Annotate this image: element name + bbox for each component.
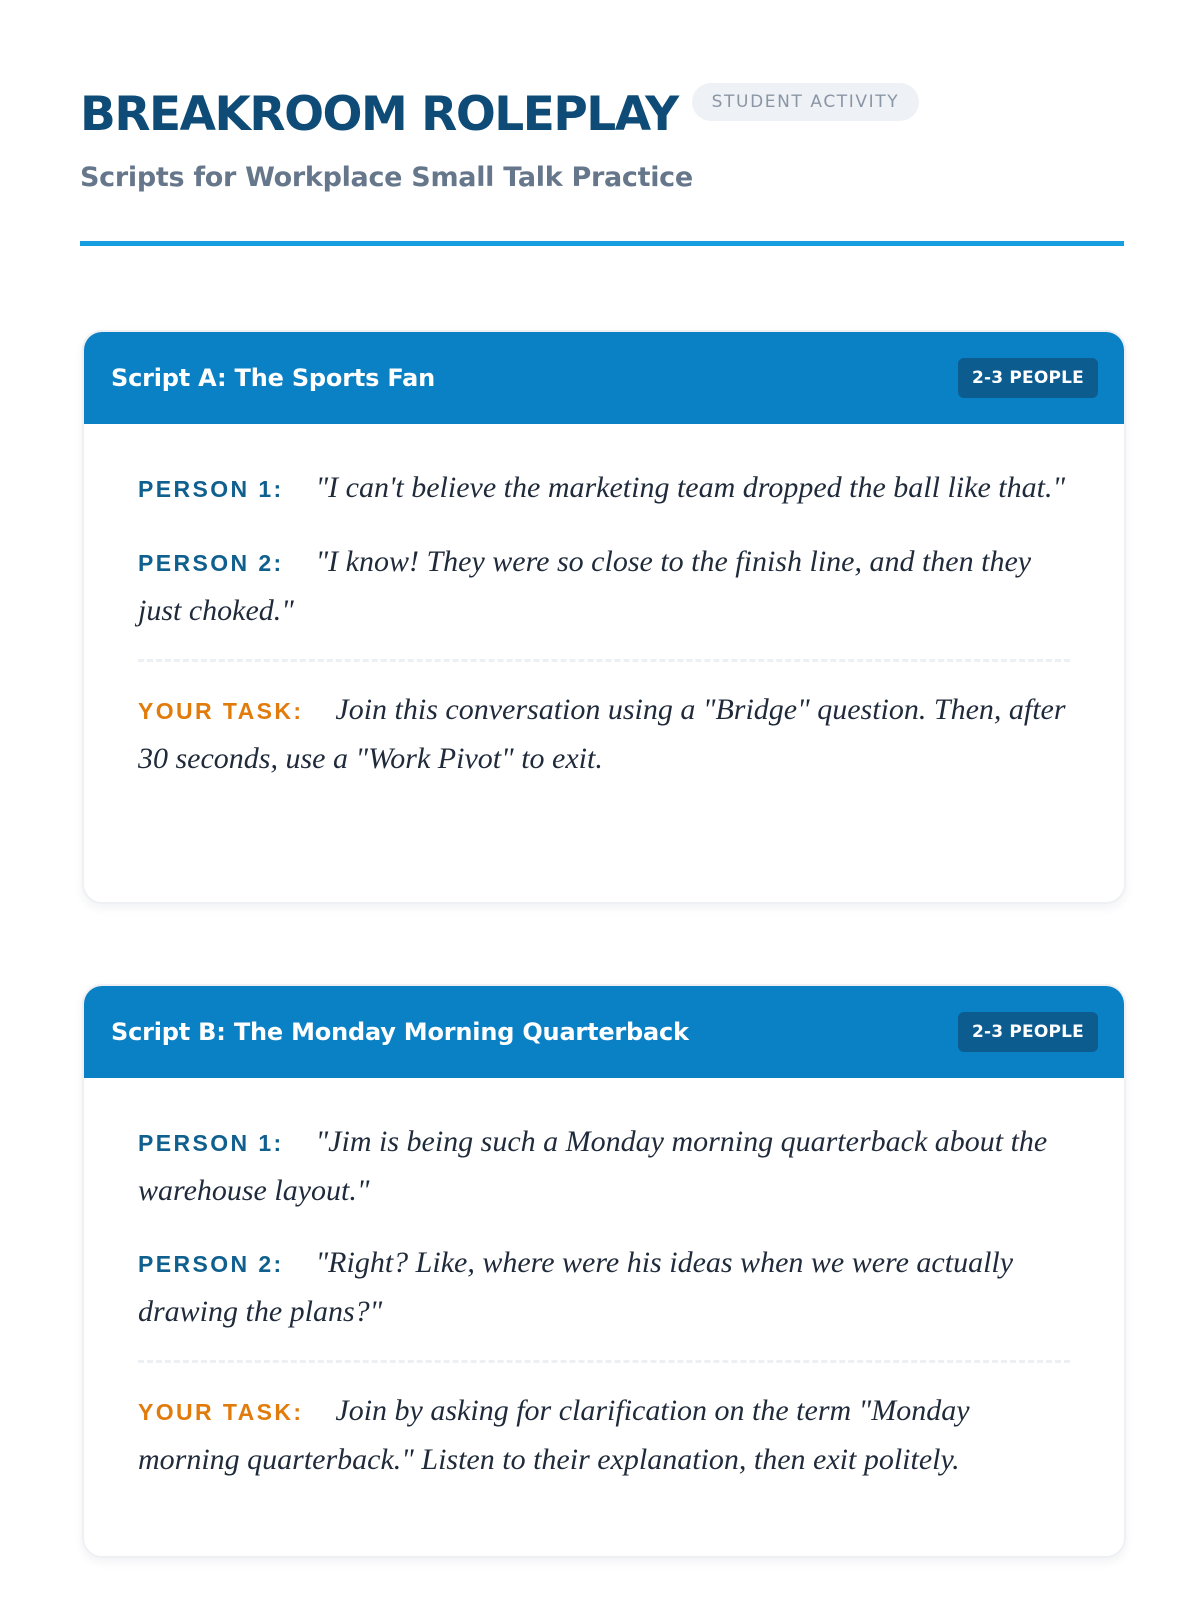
script-card-body: [84, 1078, 1124, 1483]
activity-badge: STUDENT ACTIVITY: [692, 83, 920, 121]
script-card-header: [84, 332, 1124, 424]
speaker-label: PERSON 2:: [138, 1251, 284, 1277]
page: [80, 0, 1124, 1476]
page-header: [80, 0, 1124, 196]
dialogue-line: [138, 538, 1070, 634]
script-card-b: [82, 984, 1126, 1558]
script-card-a: [82, 330, 1126, 904]
page-subtitle: Scripts for Workplace Small Talk Practice: [80, 162, 693, 193]
task-text: Join this conversation using a "Bridge" question. Then, after 30 seconds, use a "Work Pivot" to exit.: [138, 693, 1066, 775]
people-count-badge: 2-3 PEOPLE: [958, 358, 1098, 398]
script-card-header: [84, 986, 1124, 1078]
title-row: [80, 84, 1124, 146]
script-card-body: [84, 424, 1124, 782]
people-count-badge: 2-3 PEOPLE: [958, 1012, 1098, 1052]
task-line: [138, 1387, 1070, 1483]
dialogue-text: "Jim is being such a Monday morning quarterback about the warehouse layout.": [138, 1125, 1048, 1207]
dialogue-line: [138, 1239, 1070, 1335]
task-label: YOUR TASK:: [138, 1399, 304, 1425]
speaker-label: PERSON 1:: [138, 476, 284, 502]
header-divider: [80, 241, 1124, 246]
task-text: Join by asking for clarification on the term "Monday morning quarterback." Listen to their explanation, then exit politely.: [138, 1394, 970, 1476]
dashed-divider: [138, 659, 1070, 662]
speaker-label: PERSON 1:: [138, 1130, 284, 1156]
script-title: Script A: The Sports Fan: [111, 364, 436, 392]
dialogue-text: "Right? Like, where were his ideas when we were actually drawing the plans?": [138, 1246, 1014, 1328]
dialogue-text: "I know! They were so close to the finish line, and then they just choked.": [138, 545, 1032, 627]
speaker-label: PERSON 2:: [138, 550, 284, 576]
dashed-divider: [138, 1360, 1070, 1363]
dialogue-line: [138, 1118, 1070, 1214]
script-title: Script B: The Monday Morning Quarterback: [111, 1018, 689, 1046]
task-label: YOUR TASK:: [138, 698, 304, 724]
dialogue-line: [138, 464, 1070, 513]
task-line: [138, 686, 1070, 782]
dialogue-text: "I can't believe the marketing team dropped the ball like that.": [315, 471, 1066, 504]
page-title: BREAKROOM ROLEPLAY: [80, 87, 678, 142]
